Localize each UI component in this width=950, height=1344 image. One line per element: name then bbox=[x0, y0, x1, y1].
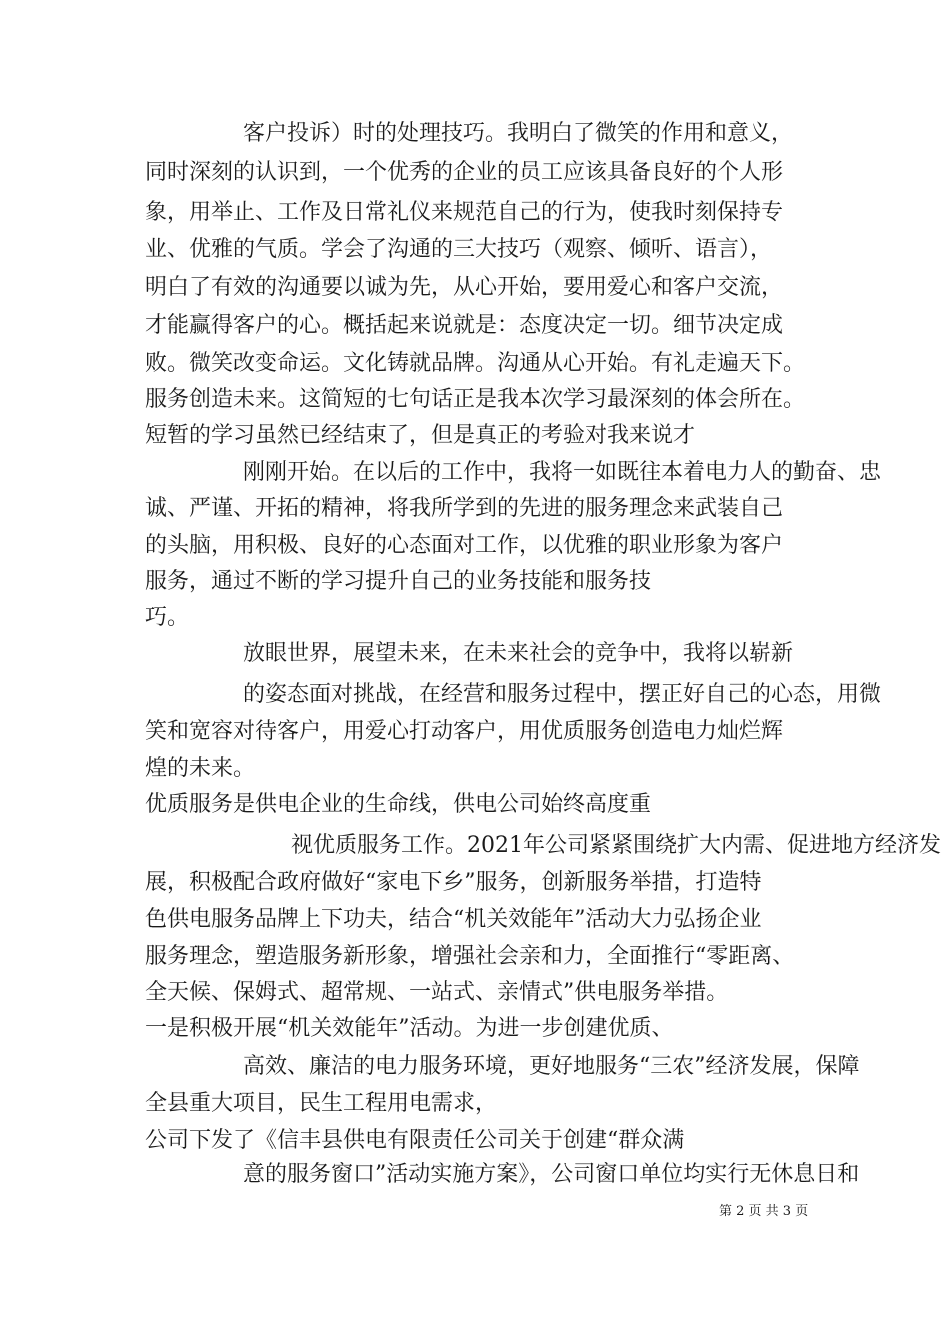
text-line: 的姿态面对挑战，在经营和服务过程中，摆正好自己的心态，用微 bbox=[243, 682, 882, 707]
text-line: 才能赢得客户的心。概括起来说就是：态度决定一切。细节决定成 bbox=[145, 313, 784, 338]
text-line: 视优质服务工作。2021年公司紧紧围绕扩大内需、促进地方经济发 bbox=[291, 833, 941, 858]
text-line: 业、优雅的气质。学会了沟通的三大技巧（观察、倾听、语言）， bbox=[145, 237, 773, 262]
text-line: 服务，通过不断的学习提升自己的业务技能和服务技 bbox=[145, 569, 652, 594]
text-line: 服务理念，塑造服务新形象，增强社会亲和力，全面推行“零距离、 bbox=[145, 944, 795, 969]
page-number: 第 2 页 共 3 页 bbox=[719, 1204, 809, 1219]
text-line: 败。微笑改变命运。文化铸就品牌。沟通从心开始。有礼走遍天下。 bbox=[145, 351, 806, 376]
text-line: 放眼世界，展望未来，在未来社会的竞争中，我将以崭新 bbox=[243, 641, 794, 666]
text-line: 高效、廉洁的电力服务环境，更好地服务“三农”经济发展，保障 bbox=[243, 1054, 860, 1079]
text-line: 一是积极开展“机关效能年”活动。为进一步创建优质、 bbox=[145, 1016, 674, 1041]
text-line: 巧。 bbox=[145, 605, 190, 630]
text-line: 的头脑，用积极、良好的心态面对工作，以优雅的职业形象为客户 bbox=[145, 533, 784, 558]
text-line: 优质服务是供电企业的生命线，供电公司始终高度重 bbox=[145, 792, 652, 817]
text-line: 煌的未来。 bbox=[145, 756, 256, 781]
text-line: 刚刚开始。在以后的工作中，我将一如既往本着电力人的勤奋、忠 bbox=[243, 460, 882, 485]
text-line: 公司下发了《信丰县供电有限责任公司关于创建“群众满 bbox=[145, 1128, 685, 1153]
text-line: 意的服务窗口”活动实施方案》，公司窗口单位均实行无休息日和 bbox=[243, 1162, 860, 1187]
text-line: 笑和宽容对待客户，用爱心打动客户，用优质服务创造电力灿烂辉 bbox=[145, 719, 784, 744]
text-line: 短暂的学习虽然已经结束了，但是真正的考验对我来说才 bbox=[145, 423, 696, 448]
text-line: 象，用举止、工作及日常礼仪来规范自己的行为，使我时刻保持专 bbox=[145, 200, 784, 225]
text-line: 同时深刻的认识到，一个优秀的企业的员工应该具备良好的个人形 bbox=[145, 160, 784, 185]
text-line: 展，积极配合政府做好“家电下乡”服务，创新服务举措，打造特 bbox=[145, 870, 762, 895]
text-line: 色供电服务品牌上下功夫，结合“机关效能年”活动大力弘扬企业 bbox=[145, 907, 762, 932]
text-line: 全县重大项目，民生工程用电需求， bbox=[145, 1091, 498, 1116]
text-line: 服务创造未来。这简短的七句话正是我本次学习最深刻的体会所在。 bbox=[145, 387, 806, 412]
text-line: 明白了有效的沟通要以诚为先，从心开始，要用爱心和客户交流， bbox=[145, 275, 784, 300]
text-line: 诚、严谨、开拓的精神，将我所学到的先进的服务理念来武装自己 bbox=[145, 496, 784, 521]
text-line: 客户投诉）时的处理技巧。我明白了微笑的作用和意义， bbox=[243, 121, 794, 146]
text-line: 全天候、保姆式、超常规、一站式、亲情式”供电服务举措。 bbox=[145, 980, 729, 1005]
